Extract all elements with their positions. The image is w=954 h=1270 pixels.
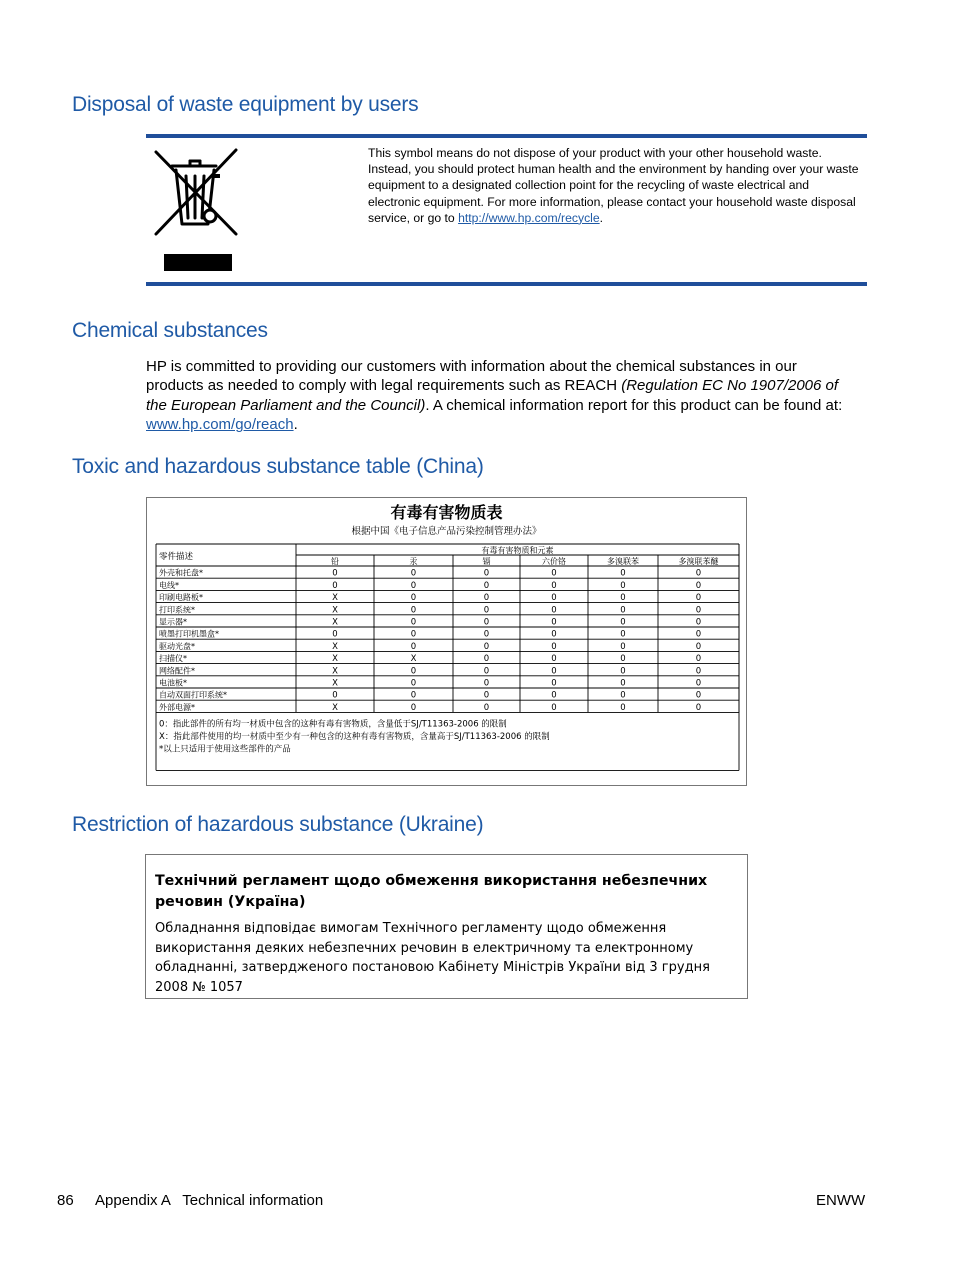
column-header: 六价铬	[542, 557, 566, 566]
row-value: 0	[695, 629, 702, 640]
row-value: 0	[551, 580, 557, 591]
row-value: 0	[695, 580, 702, 591]
row-value: X	[332, 641, 338, 652]
row-value: 0	[551, 605, 557, 616]
row-value: 0	[551, 702, 557, 713]
ukraine-body: Обладнання відповідає вимогам Технічного регламенту щодо обмеження використання деяких небезпечних речовин в електричному та електронному обладнанні, затвердженого постановою Кабінету Міністрів України від 3 грудня 2008 № 1057	[155, 921, 710, 995]
chemical-text-1: HP is committed to providing our customers with information about the chemical substances in our products as needed to comply with legal requirements such as REACH	[146, 358, 797, 395]
row-value: 0	[410, 666, 417, 677]
row-value: 0	[620, 678, 626, 689]
row-value: 0	[410, 568, 417, 579]
row-value: 0	[410, 580, 417, 591]
row-value: 0	[620, 580, 626, 591]
footer-code: ENWW	[816, 1192, 866, 1209]
disposal-text: This symbol means do not dispose of your product with your other household waste. Instead, you should protect human health and the environment by handing over your waste equipment to a designated collection point for the recycling of waste electrical and electronic equipment. For more information, please contact your household waste disposal service, or go to	[368, 146, 859, 225]
row-value: 0	[695, 641, 702, 652]
china-substance-table	[146, 497, 747, 786]
row-value: 0	[483, 580, 490, 591]
row-value: 0	[551, 617, 557, 628]
row-value: 0	[551, 666, 557, 677]
row-value: 0	[695, 568, 702, 579]
row-value: 0	[695, 593, 702, 604]
row-part: 自动双面打印系统*	[159, 690, 227, 700]
row-value: 0	[483, 593, 490, 604]
row-value: X	[410, 654, 417, 665]
row-value: 0	[410, 678, 417, 689]
row-value: 0	[695, 678, 702, 689]
row-value: 0	[551, 690, 557, 701]
row-value: 0	[551, 678, 557, 689]
column-header: 多溴联苯醚	[678, 557, 719, 566]
row-value: 0	[332, 580, 338, 591]
table-note: X：指此部件使用的均一材质中至少有一种包含的这种有毒有害物质，含量高于SJ/T11363-2006 的限制	[159, 731, 550, 742]
row-part: 电线*	[159, 580, 179, 590]
row-value: 0	[410, 605, 417, 616]
row-value: X	[332, 678, 338, 689]
page-number: 86	[57, 1192, 74, 1209]
section-title-ukraine: Restriction of hazardous substance (Ukraine)	[72, 813, 484, 836]
row-value: 0	[695, 690, 702, 701]
row-value: 0	[483, 641, 490, 652]
row-part: 外壳和托盘*	[159, 568, 203, 578]
row-value: 0	[483, 617, 490, 628]
row-value: 0	[695, 617, 702, 628]
row-part: 显示器*	[159, 617, 187, 627]
part-header: 零件描述	[159, 552, 194, 562]
row-value: 0	[483, 678, 490, 689]
row-value: 0	[483, 629, 490, 640]
table-note: 0：指此部件的所有均一材质中包含的这种有毒有害物质，含量低于SJ/T11363-2006 的限制	[159, 719, 507, 730]
row-value: 0	[620, 690, 626, 701]
row-part: 打印系统*	[159, 605, 195, 615]
row-value: 0	[332, 629, 338, 640]
row-value: 0	[620, 605, 626, 616]
row-value: 0	[695, 666, 702, 677]
row-value: X	[332, 702, 338, 713]
reach-link[interactable]: www.hp.com/go/reach	[146, 416, 294, 434]
china-table-grid	[147, 498, 748, 787]
row-part: 网络配件*	[159, 666, 195, 676]
column-header: 多溴联苯	[607, 557, 639, 566]
row-value: 0	[483, 690, 490, 701]
row-value: X	[332, 654, 338, 665]
row-value: 0	[620, 593, 626, 604]
row-value: 0	[551, 629, 557, 640]
row-value: 0	[483, 666, 490, 677]
row-value: 0	[410, 593, 417, 604]
row-value: 0	[410, 629, 417, 640]
row-value: 0	[483, 605, 490, 616]
row-value: 0	[620, 654, 626, 665]
row-value: 0	[620, 641, 626, 652]
row-value: 0	[551, 568, 557, 579]
row-value: 0	[410, 617, 417, 628]
reach-regulation: (Regulation EC No 1907/2006 of the European Parliament and the Council)	[146, 377, 839, 414]
section-title-disposal: Disposal of waste equipment by users	[72, 93, 419, 116]
row-value: X	[332, 617, 338, 628]
chemical-paragraph	[146, 357, 858, 435]
row-value: 0	[695, 605, 702, 616]
row-value: 0	[332, 568, 338, 579]
row-value: 0	[620, 666, 626, 677]
row-value: 0	[410, 641, 417, 652]
row-value: 0	[551, 654, 557, 665]
disposal-description	[368, 145, 863, 226]
row-value: 0	[332, 690, 338, 701]
row-part: 电池板*	[159, 678, 187, 688]
china-table-title: 有毒有害物质表	[390, 503, 503, 522]
footer-chapter: Appendix A Technical information	[95, 1192, 324, 1209]
weee-crossed-bin-icon	[150, 146, 240, 274]
row-part: 驱动光盘*	[159, 641, 195, 651]
row-part: 印刷电路板*	[159, 593, 203, 603]
row-value: 0	[551, 641, 557, 652]
row-value: 0	[410, 702, 417, 713]
row-part: 扫描仪*	[159, 654, 187, 664]
disposal-text-end: .	[599, 210, 604, 225]
row-value: X	[332, 605, 338, 616]
ukraine-notice	[145, 854, 748, 999]
row-value: 0	[620, 629, 626, 640]
row-value: 0	[483, 702, 490, 713]
chemical-text-end: .	[293, 416, 298, 434]
row-value: 0	[620, 702, 626, 713]
chemical-text-2: . A chemical information report for this product can be found at:	[425, 396, 843, 414]
section-title-china: Toxic and hazardous substance table (China)	[72, 455, 484, 478]
row-value: 0	[620, 617, 626, 628]
column-header: 镉	[482, 557, 491, 566]
column-header: 铅	[331, 557, 339, 566]
china-table-subtitle: 根据中国《电子信息产品污染控制管理办法》	[351, 526, 542, 537]
section-rule-bottom	[146, 282, 867, 286]
section-title-chemical: Chemical substances	[72, 319, 268, 342]
row-value: 0	[483, 568, 490, 579]
row-value: 0	[551, 593, 557, 604]
row-part: 喷墨打印机墨盒*	[159, 629, 219, 639]
row-value: 0	[410, 690, 417, 701]
group-header: 有毒有害物质和元素	[481, 546, 554, 555]
ukraine-heading: Технічний регламент щодо обмеження використання небезпечних речовин (Україна)	[155, 873, 708, 910]
row-value: 0	[620, 568, 626, 579]
row-value: X	[332, 593, 338, 604]
row-part: 外部电源*	[159, 702, 195, 712]
row-value: 0	[483, 654, 490, 665]
row-value: 0	[695, 702, 702, 713]
column-header: 汞	[409, 557, 418, 566]
row-value: X	[332, 666, 338, 677]
table-note: *以上只适用于使用这些部件的产品	[159, 744, 291, 755]
recycle-link[interactable]: http://www.hp.com/recycle	[458, 210, 600, 225]
section-rule-top	[146, 134, 867, 138]
row-value: 0	[695, 654, 702, 665]
